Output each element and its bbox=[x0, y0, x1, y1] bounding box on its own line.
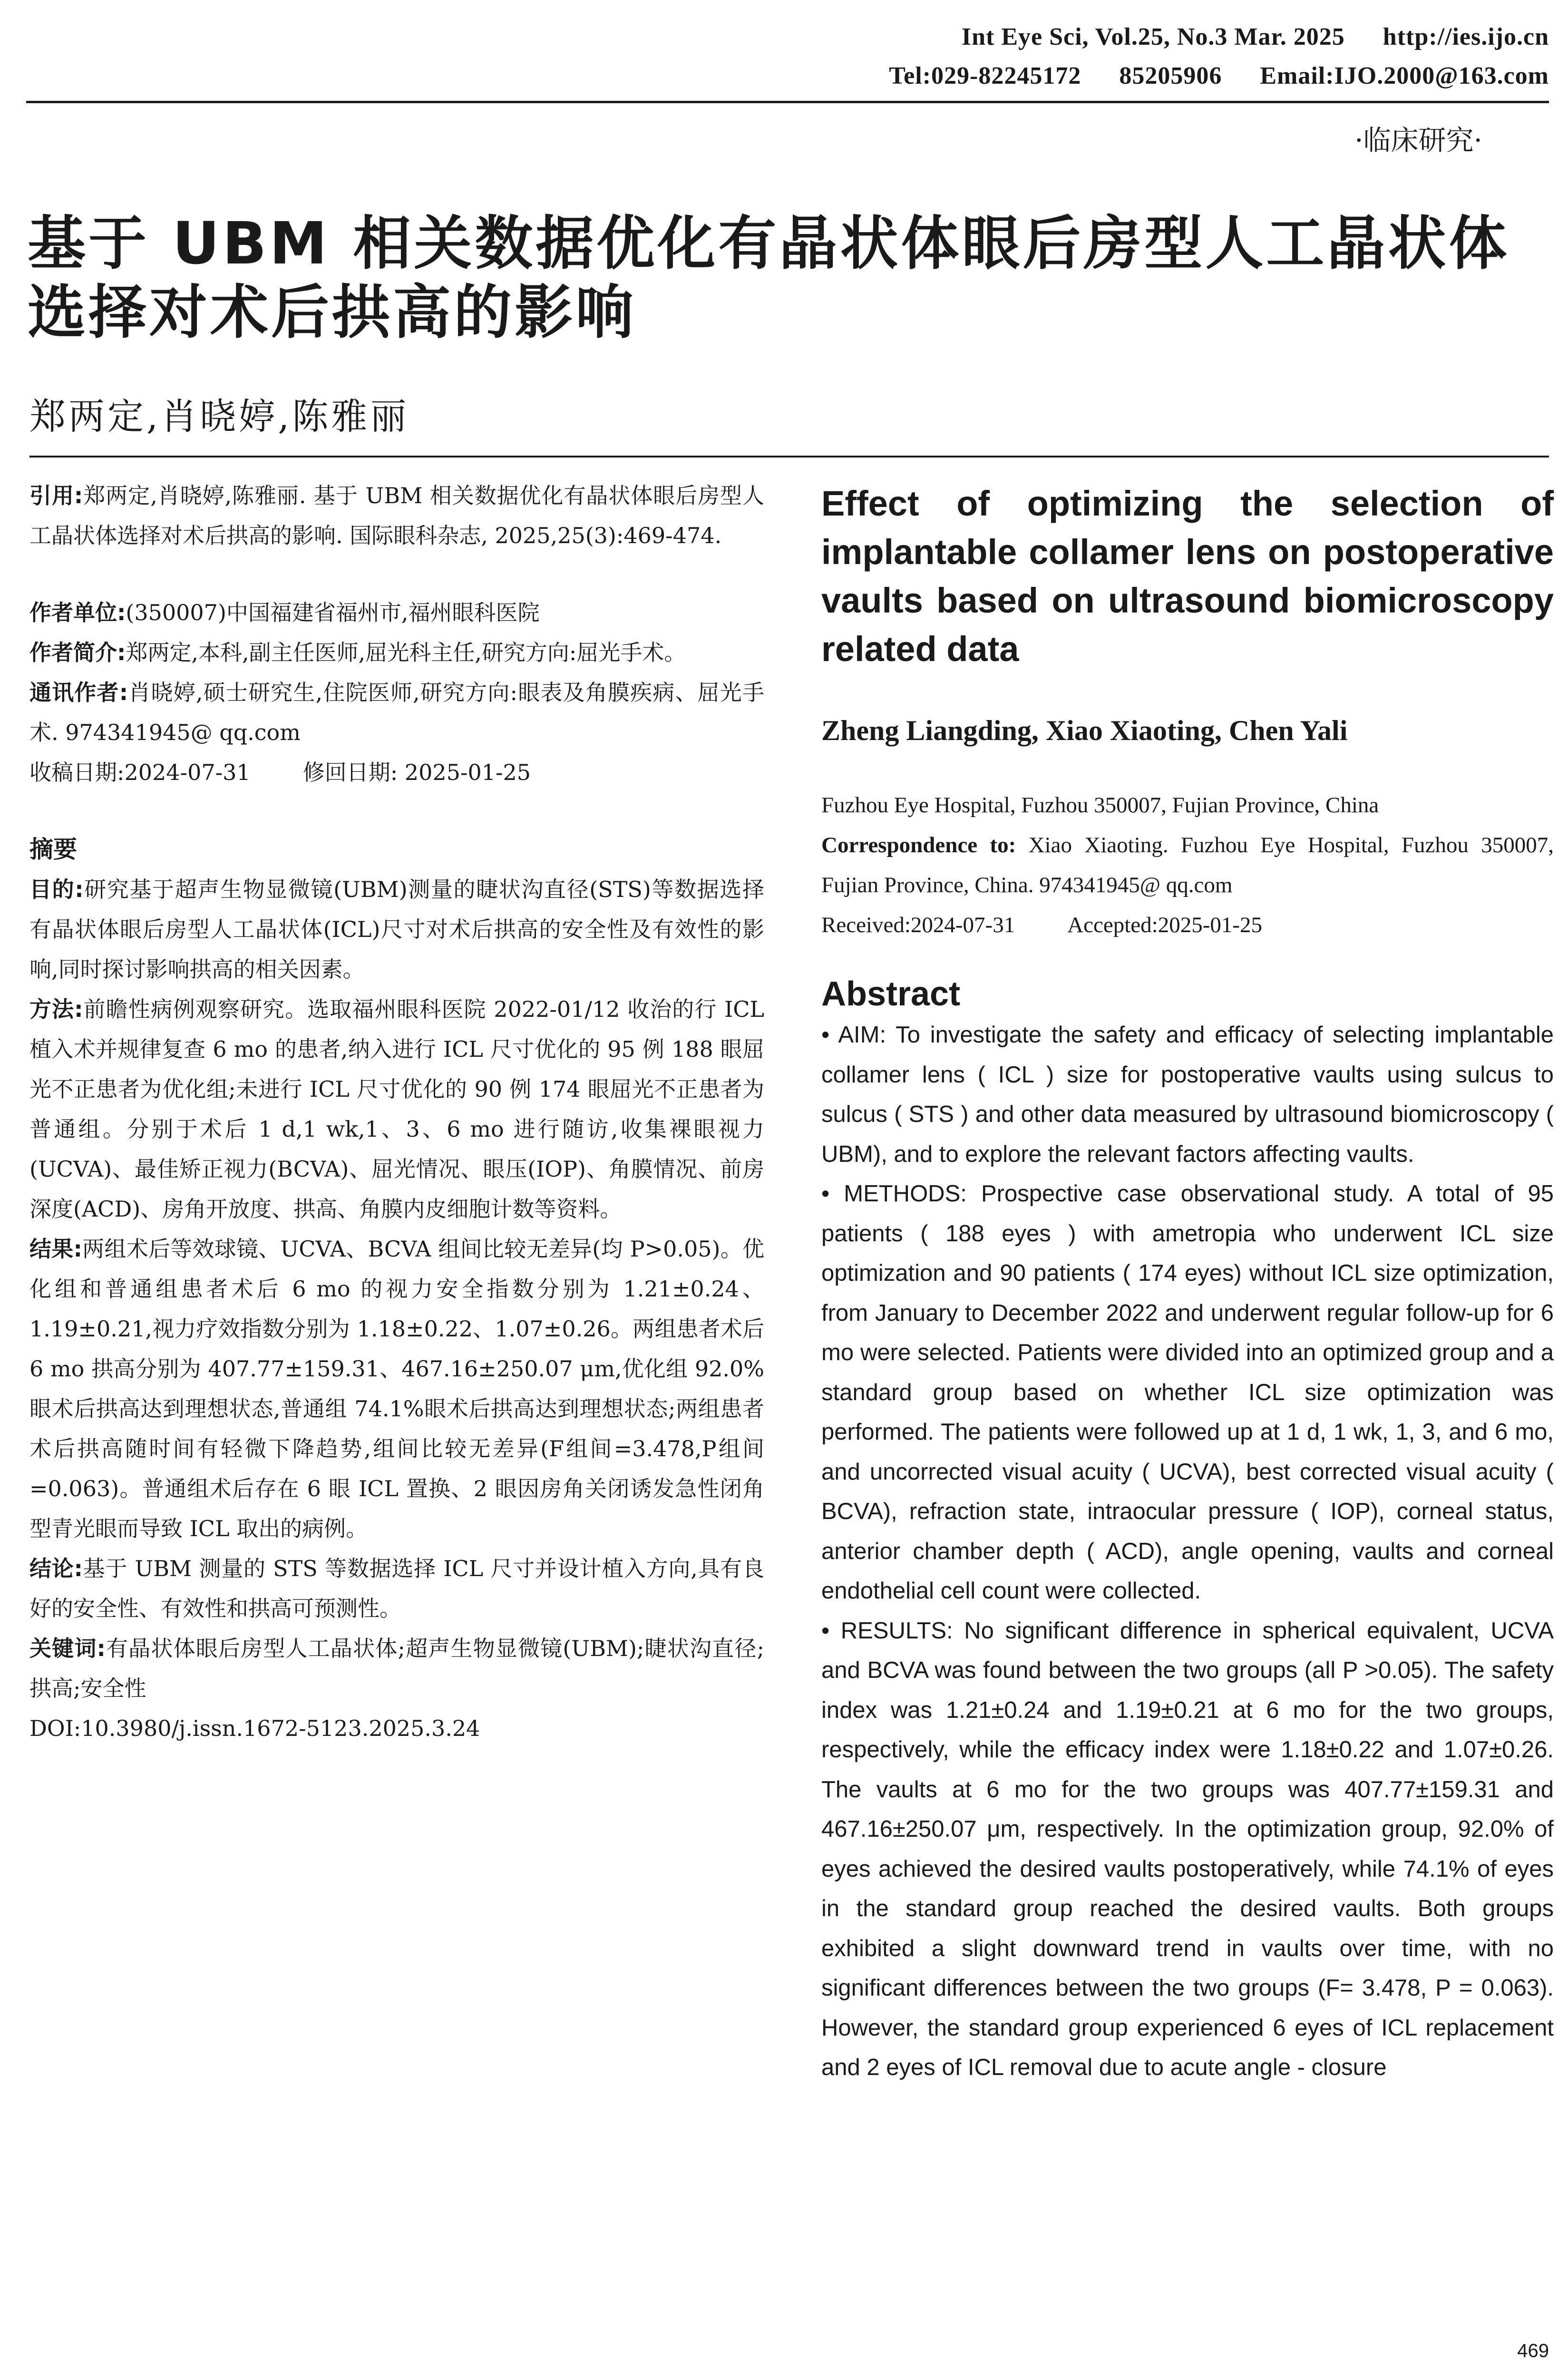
english-corr-label: Correspondence to: bbox=[821, 833, 1016, 857]
english-corr-text: Xiao Xiaoting. Fuzhou Eye Hospital, Fuzhou 350007, Fujian Province, China. 974341945@ qq.com bbox=[821, 833, 1554, 897]
methods-text-cn: 前瞻性病例观察研究。选取福州眼科医院 2022-01/12 收治的行 ICL 植入术并规律复查 6 mo 的患者,纳入进行 ICL 尺寸优化的 95 例 188 眼屈光不正患者为优化组;未进行 ICL 尺寸优化的 90 例 174 眼屈光不正患者为普通组。分别于术后 1 d,1 wk,1、3、6 mo 进行随访,收集裸眼视力(UCVA)、最佳矫正视力(BCVA)、屈光情况、眼压(IOP)、角膜情况、前房深度(ACD)、房角开放度、拱高、角膜内皮细胞计数等资料。 bbox=[29, 996, 764, 1222]
methods-text-en: Prospective case observational study. A total of 95 patients ( 188 eyes ) with ametropia who underwent ICL size optimization and 90 patients ( 174 eyes) without ICL size optimization, from January to December 2022 and underwent regular follow-up for 6 mo were selected. Patients were divided into an optimized group and a standard group based on whether ICL size optimization was performed. The patients were followed up at 1 d, 1 wk, 1, 3, and 6 mo, and uncorrected visual acuity ( UCVA), best corrected visual acuity ( BCVA), refraction state, intraocular pressure ( IOP), corneal status, anterior chamber depth ( ACD), angle opening, vaults and corneal endothelial cell count were collected. bbox=[821, 1181, 1554, 1604]
conclusion-label-cn: 结论: bbox=[29, 1556, 83, 1581]
aim-label-cn: 目的: bbox=[29, 877, 84, 902]
abstract-title-en: Abstract bbox=[821, 975, 961, 1013]
authors-cn: 郑两定,肖晓婷,陈雅丽 bbox=[29, 395, 409, 438]
affil-label: 作者单位: bbox=[29, 600, 126, 625]
corresponding-author bbox=[29, 672, 764, 752]
section-tag: ·临床研究· bbox=[1354, 124, 1482, 156]
results-label-en: • RESULTS: bbox=[821, 1617, 953, 1644]
affiliation bbox=[29, 593, 764, 633]
citation-text: 郑两定,肖晓婷,陈雅丽. 基于 UBM 相关数据优化有晶状体眼后房型人工晶状体选择对术后拱高的影响. 国际眼科杂志, 2025,25(3):469-474. bbox=[29, 483, 764, 548]
english-dates bbox=[821, 905, 1554, 945]
english-affiliation: Fuzhou Eye Hospital, Fuzhou 350007, Fujian Province, China bbox=[821, 793, 1379, 818]
journal-tel2: 85205906 bbox=[1119, 62, 1222, 89]
journal-header bbox=[962, 23, 1549, 51]
revised-cn: 修回日期: 2025-01-25 bbox=[302, 760, 531, 785]
english-title: Effect of optimizing the selection of implantable collamer lens on postoperative vaults based on ultrasound biomicroscopy related data bbox=[821, 484, 1554, 669]
english-received: Received:2024-07-31 bbox=[821, 913, 1015, 937]
aim-cn bbox=[29, 869, 764, 989]
journal-contact bbox=[889, 62, 1549, 90]
aim-label-en: • AIM: bbox=[821, 1022, 886, 1048]
english-accepted: Accepted:2025-01-25 bbox=[1067, 913, 1263, 937]
right-column bbox=[821, 476, 1554, 2088]
keywords-label-cn: 关键词: bbox=[29, 1636, 106, 1661]
keywords-cn bbox=[29, 1628, 764, 1708]
methods-cn bbox=[29, 989, 764, 1229]
results-text-cn: 两组术后等效球镜、UCVA、BCVA 组间比较无差异(均 P>0.05)。优化组和普通组患者术后 6 mo 的视力安全指数分别为 1.21±0.24、1.19±0.21,视力疗效指数分别为 1.18±0.22、1.07±0.26。两组患者术后 6 mo 拱高分别为 407.77±159.31、467.16±250.07 μm,优化组 92.0%眼术后拱高达到理想状态,普通组 74.1%眼术后拱高达到理想状态;两组患者术后拱高随时间有轻微下降趋势,组间比较无差异(F组间=3.478,P组间=0.063)。普通组术后存在 6 眼 ICL 置换、2 眼因房角关闭诱发急性闭角型青光眼而导致 ICL 取出的病例。 bbox=[29, 1236, 764, 1541]
dates-cn bbox=[29, 752, 764, 792]
abstract-heading-cn: 摘要 bbox=[29, 836, 77, 863]
methods-en bbox=[821, 1174, 1554, 1611]
english-authors: Zheng Liangding, Xiao Xiaoting, Chen Yali bbox=[821, 715, 1348, 746]
aim-text-en: To investigate the safety and efficacy of selecting implantable collamer lens ( ICL ) size for postoperative vaults using sulcus to sulcus ( STS ) and other data measured by ultrasound biomicroscopy ( UBM), and to explore the relevant factors affecting vaults. bbox=[821, 1022, 1554, 1167]
conclusion-text-cn: 基于 UBM 测量的 STS 等数据选择 ICL 尺寸并设计植入方向,具有良好的安全性、有效性和拱高可预测性。 bbox=[29, 1556, 764, 1621]
citation-label: 引用: bbox=[29, 483, 83, 508]
received-cn: 收稿日期:2024-07-31 bbox=[29, 760, 251, 785]
journal-citation: Int Eye Sci, Vol.25, No.3 Mar. 2025 bbox=[961, 23, 1345, 50]
affil-text: (350007)中国福建省福州市,福州眼科医院 bbox=[126, 600, 540, 625]
english-correspondence bbox=[821, 825, 1554, 905]
journal-tel: Tel:029-82245172 bbox=[889, 62, 1081, 89]
bio-label: 作者简介: bbox=[29, 640, 126, 665]
aim-text-cn: 研究基于超声生物显微镜(UBM)测量的睫状沟直径(STS)等数据选择有晶状体眼后房型人工晶状体(ICL)尺寸对术后拱高的安全性及有效性的影响,同时探讨影响拱高的相关因素。 bbox=[29, 877, 764, 982]
doi[interactable]: DOI:10.3980/j.issn.1672-5123.2025.3.24 bbox=[29, 1715, 480, 1741]
aim-en bbox=[821, 1015, 1554, 1174]
citation bbox=[29, 476, 764, 555]
results-cn bbox=[29, 1229, 764, 1549]
methods-label-en: • METHODS: bbox=[821, 1181, 967, 1207]
header-rule bbox=[26, 101, 1549, 103]
methods-label-cn: 方法: bbox=[29, 996, 83, 1022]
author-bio bbox=[29, 633, 764, 672]
corr-label: 通讯作者: bbox=[29, 680, 128, 705]
journal-url[interactable]: http://ies.ijo.cn bbox=[1383, 23, 1549, 50]
english-meta bbox=[821, 785, 1554, 945]
title-divider bbox=[29, 456, 1549, 458]
left-column bbox=[29, 476, 764, 1748]
results-text-en: No significant difference in spherical equivalent, UCVA and BCVA was found between the two groups (all P >0.05). The safety index was 1.21±0.24 and 1.19±0.21 at 6 mo for the two groups, respectively, while the efficacy index were 1.18±0.22 and 1.07±0.26. The vaults at 6 mo for the two groups was 407.77±159.31 and 467.16±250.07 μm, respectively. In the optimization group, 92.0% of eyes achieved the desired vaults postoperatively, while 74.1% of eyes in the standard group reached the desired vaults. Both groups exhibited a slight downward trend in vaults over time, with no significant differences between the two groups (F= 3.478, P = 0.063). However, the standard group experienced 6 eyes of ICL replacement and 2 eyes of ICL removal due to acute angle - closure bbox=[821, 1617, 1554, 2080]
results-en bbox=[821, 1611, 1554, 2088]
conclusion-cn bbox=[29, 1549, 764, 1628]
bio-text: 郑两定,本科,副主任医师,屈光科主任,研究方向:屈光手术。 bbox=[126, 640, 686, 665]
keywords-text-cn: 有晶状体眼后房型人工晶状体;超声生物显微镜(UBM);睫状沟直径;拱高;安全性 bbox=[29, 1636, 764, 1701]
page-number: 469 bbox=[1517, 2340, 1549, 2361]
corr-text: 肖晓婷,硕士研究生,住院医师,研究方向:眼表及角膜疾病、屈光手术. 974341945@ qq.com bbox=[29, 680, 764, 745]
results-label-cn: 结果: bbox=[29, 1236, 82, 1262]
journal-email[interactable]: Email:IJO.2000@163.com bbox=[1260, 62, 1549, 89]
article-title: 基于 UBM 相关数据优化有晶状体眼后房型人工晶状体选择对术后拱高的影响 bbox=[28, 210, 1510, 346]
